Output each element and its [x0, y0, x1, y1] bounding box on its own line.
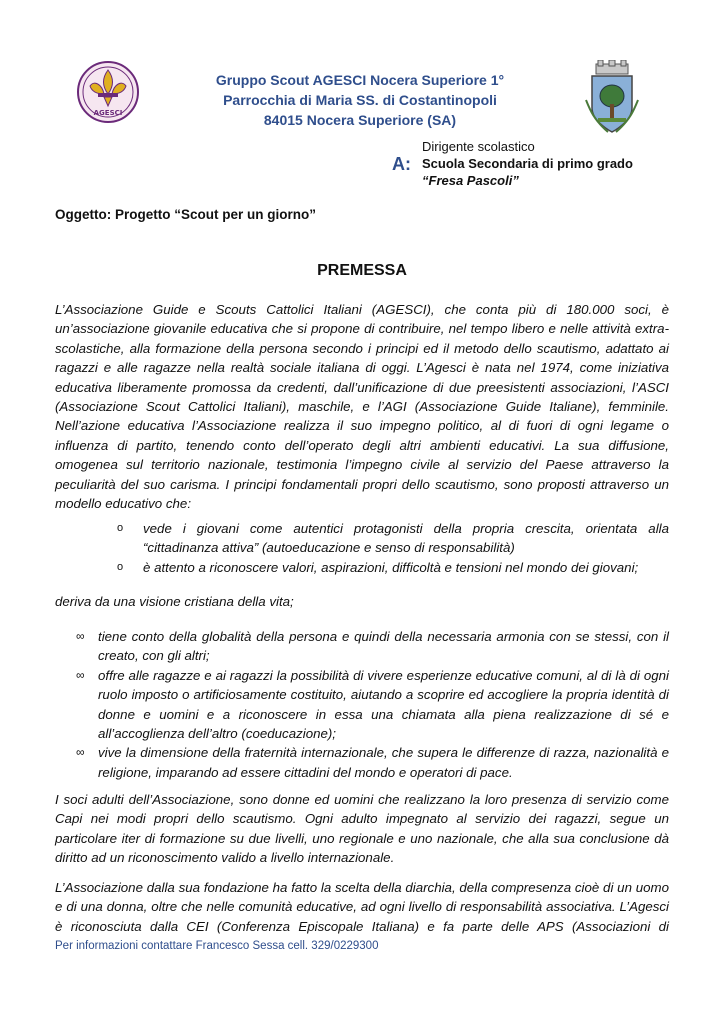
list-item-text: vede i giovani come autentici protagonisti della propria crescita, orientata alla “cittadinanza attiva” (autoeducazione e senso di responsabilità) [143, 521, 669, 556]
recipient-school-name: “Fresa Pascoli” [422, 173, 519, 188]
circle-bullet-icon: o [117, 560, 124, 573]
recipient-block [422, 138, 633, 189]
infinity-bullet-icon: ∞ [76, 745, 85, 760]
parish-name: Parrocchia di Maria SS. di Costantinopoli [223, 92, 497, 108]
principles-list [76, 627, 669, 782]
recipient-school: Scuola Secondaria di primo grado [422, 156, 633, 171]
list-item [76, 627, 669, 666]
contact-footer: Per informazioni contattare Francesco Sessa cell. 329/0229300 [55, 940, 379, 952]
values-list [117, 519, 669, 577]
section-title: PREMESSA [317, 262, 407, 279]
recipient-role: Dirigente scolastico [422, 139, 535, 154]
group-name: Gruppo Scout AGESCI Nocera Superiore 1° [215, 72, 505, 88]
list-item-text: tiene conto della globalità della persona e quindi della necessaria armonia con se stessi, con il creato, con gli altri; [98, 629, 669, 664]
infinity-bullet-icon: ∞ [76, 667, 85, 682]
intro-paragraph: L’Associazione Guide e Scouts Cattolici Italiani (AGESCI), che conta più di 180.000 soci, è un’associazione giovanile educativa che si propone di contribuire, nel tempo libero e nelle attività extra-scolastiche, alla formazione della persona secondo i principi ed il metodo dello scautismo, adattato ai ragazzi e alle ragazze nella realtà sociale italiana di oggi. L’Agesci è nata nel 1974, come iniziativa educativa liberamente promossa da credenti, dall’unificazione di due preesistenti associazioni, l’ASCI (Associazione Scout Cattolici Italiani), maschile, e l’AGI (Associazione Guide Italiane), femminile. Nell’azione educativa l’Associazione realizza il suo impegno politico, al di fuori di ogni legame o influenza di partito, tenendo conto dell’operato degli altri ambienti educativi. La sua diffusione, omogenea sul territorio nazionale, testimonia l’impegno civile al servizio del Paese attraverso la peculiarità del suo carisma. I principi fondamentali propri dello scautismo, sono proposti attraverso un modello educativo che: [55, 302, 669, 512]
list-item [117, 519, 669, 558]
agesci-logo [76, 60, 140, 124]
svg-text:AGESCI: AGESCI [93, 109, 123, 117]
list-item [76, 666, 669, 744]
recipient-label: A: [392, 154, 411, 174]
list-item [76, 743, 669, 782]
adult-members-paragraph: I soci adulti dell’Associazione, sono donne ed uomini che realizzano la loro presenza di servizio come Capi nei modi propri dello scautismo. Ogni adulto impegnato al servizio dei ragazzi, segue un particolare iter di formazione su due livelli, uno regionale e uno nazionale, che alla sua conclusione dà diritto ad un riconoscimento valido a livello internazionale. [55, 792, 669, 866]
derive-line: deriva da una visione cristiana della vita; [55, 594, 294, 609]
list-item-text: è attento a riconoscere valori, aspirazioni, difficoltà e tensioni nel mondo dei giovani; [143, 559, 639, 575]
list-item-text: offre alle ragazze e ai ragazzi la possibilità di vivere esperienze educative comuni, al di là di ogni ruolo imposto o artificiosamente costituito, aiutando a scoprire ed accogliere la propria identità di donne e uomini e a riconoscere in essa una chiamata alla piena realizzazione di sé e all’accoglienza dell’altro (coeducazione); [98, 667, 669, 742]
infinity-bullet-icon: ∞ [76, 629, 85, 643]
sender-header [170, 70, 550, 130]
list-item-text: vive la dimensione della fraternità internazionale, che supera le differenze di razza, nazionalità e religione, imparando ad essere cittadini del mondo e operatori di pace. [98, 745, 669, 780]
subject-line: Oggetto: Progetto “Scout per un giorno” [55, 207, 316, 222]
address: 84015 Nocera Superiore (SA) [263, 112, 457, 128]
diarchy-paragraph: L’Associazione dalla sua fondazione ha fatto la scelta della diarchia, della compresenza cioè di un uomo e di una donna, oltre che nelle comunità educative, ad ogni livello di responsabilità associativa. L’Agesci è riconosciuta dalla CEI (Conferenza Episcopale Italiana) e fa parte delle APS (Associazioni di [55, 880, 669, 934]
circle-bullet-icon: o [117, 522, 124, 534]
list-item [117, 558, 669, 577]
municipality-coat-of-arms [584, 60, 640, 136]
